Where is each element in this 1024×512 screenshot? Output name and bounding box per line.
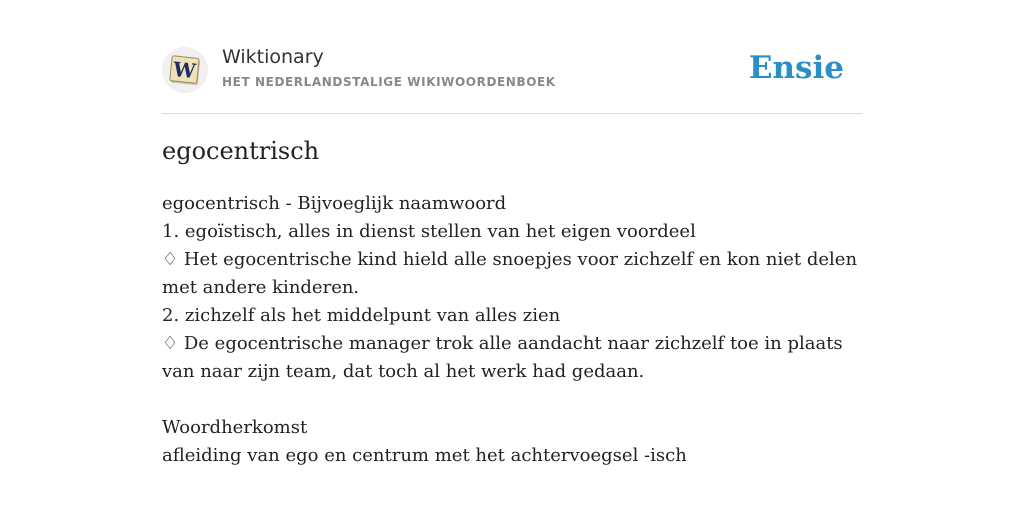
- page-container: [162, 0, 862, 466]
- entry-content: [162, 190, 862, 470]
- site-header: [162, 0, 862, 114]
- example-2: ♢ De egocentrische manager trok alle aandacht naar zichzelf toe in plaats van naar zijn team, dat toch al het werk had gedaan.: [162, 333, 843, 382]
- definition-1: 1. egoïstisch, alles in dienst stellen van het eigen voordeel: [162, 221, 696, 242]
- etymology-heading: Woordherkomst: [162, 417, 308, 438]
- wiktionary-logo-icon[interactable]: [162, 47, 208, 93]
- spacer: [162, 386, 862, 414]
- entry-title: egocentrisch: [162, 137, 320, 165]
- example-1: ♢ Het egocentrische kind hield alle snoepjes voor zichzelf en kon niet delen met andere kinderen.: [162, 249, 858, 298]
- ensie-brand-link[interactable]: Ensie: [748, 50, 844, 86]
- svg-text:W: W: [171, 56, 197, 84]
- site-subtitle: HET NEDERLANDSTALIGE WIKIWOORDENBOEK: [222, 75, 556, 89]
- site-name-link[interactable]: Wiktionary: [222, 46, 324, 68]
- entry-headline: egocentrisch - Bijvoeglijk naamwoord: [162, 193, 507, 214]
- definition-2: 2. zichzelf als het middelpunt van alles zien: [162, 305, 561, 326]
- etymology-text: afleiding van ego en centrum met het achtervoegsel -isch: [162, 445, 687, 466]
